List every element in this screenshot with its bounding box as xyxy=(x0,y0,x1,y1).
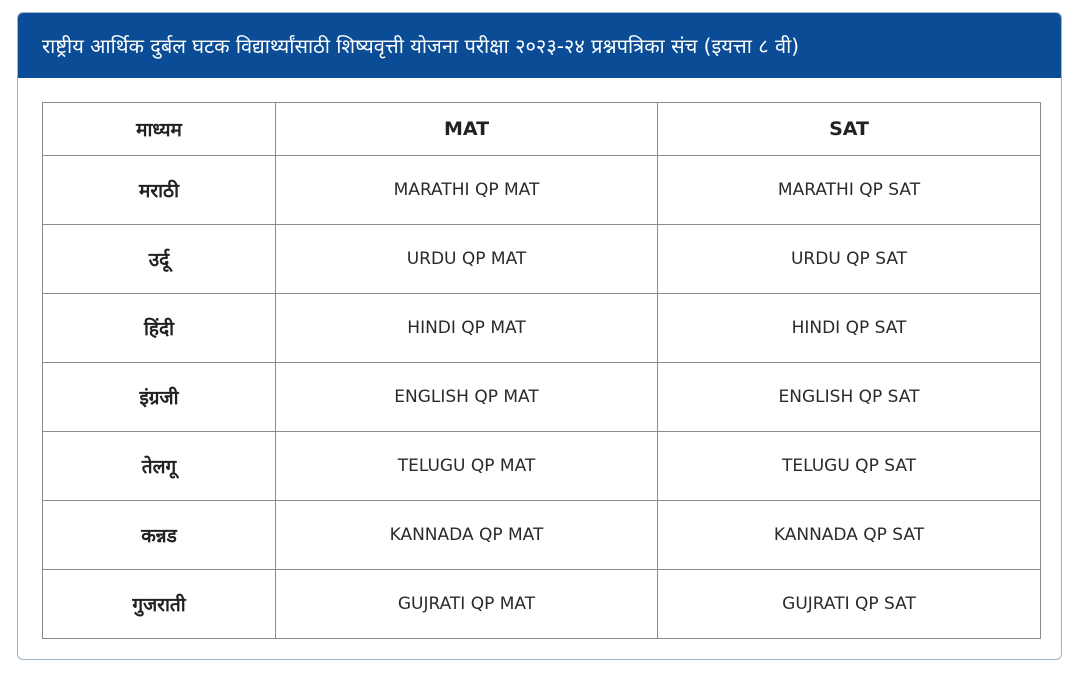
sat-cell xyxy=(658,570,1041,639)
column-header-medium: माध्यम xyxy=(43,103,276,156)
column-header-mat: MAT xyxy=(276,103,658,156)
mat-download-link[interactable]: GUJRATI QP MAT xyxy=(397,594,536,614)
sat-download-link[interactable]: GUJRATI QP SAT xyxy=(782,594,916,614)
medium-cell: कन्नड xyxy=(43,501,276,570)
table-row xyxy=(43,225,1041,294)
table-row xyxy=(43,363,1041,432)
medium-cell: मराठी xyxy=(43,156,276,225)
mat-download-link[interactable]: TELUGU QP MAT xyxy=(397,456,536,476)
sat-cell xyxy=(658,501,1041,570)
sat-cell xyxy=(658,432,1041,501)
sat-download-link[interactable]: TELUGU QP SAT xyxy=(781,456,917,476)
table-header-row xyxy=(43,103,1041,156)
mat-cell xyxy=(276,363,658,432)
mat-download-link[interactable]: KANNADA QP MAT xyxy=(389,525,544,545)
mat-download-link[interactable]: ENGLISH QP MAT xyxy=(394,387,539,407)
table-row xyxy=(43,501,1041,570)
table-row xyxy=(43,432,1041,501)
mat-cell xyxy=(276,156,658,225)
mat-cell xyxy=(276,501,658,570)
table-row xyxy=(43,294,1041,363)
question-paper-table xyxy=(42,102,1041,639)
sat-download-link[interactable]: MARATHI QP SAT xyxy=(777,180,921,200)
mat-cell xyxy=(276,294,658,363)
page-title: राष्ट्रीय आर्थिक दुर्बल घटक विद्यार्थ्यांसाठी शिष्यवृत्ती योजना परीक्षा २०२३-२४ प्रश्नपत्रिका संच (इयत्ता ८ वी) xyxy=(42,34,800,58)
sat-download-link[interactable]: URDU QP SAT xyxy=(790,249,908,269)
medium-cell: हिंदी xyxy=(43,294,276,363)
sat-cell xyxy=(658,294,1041,363)
medium-cell: गुजराती xyxy=(43,570,276,639)
mat-cell xyxy=(276,570,658,639)
medium-cell: इंग्रजी xyxy=(43,363,276,432)
column-header-sat: SAT xyxy=(658,103,1041,156)
question-paper-card xyxy=(17,12,1062,660)
medium-cell: उर्दू xyxy=(43,225,276,294)
mat-download-link[interactable]: MARATHI QP MAT xyxy=(393,180,540,200)
card-header xyxy=(18,13,1061,78)
sat-cell xyxy=(658,156,1041,225)
sat-cell xyxy=(658,363,1041,432)
table-row xyxy=(43,156,1041,225)
mat-cell xyxy=(276,432,658,501)
medium-cell: तेलगू xyxy=(43,432,276,501)
mat-download-link[interactable]: URDU QP MAT xyxy=(406,249,527,269)
sat-cell xyxy=(658,225,1041,294)
sat-download-link[interactable]: ENGLISH QP SAT xyxy=(778,387,920,407)
mat-cell xyxy=(276,225,658,294)
mat-download-link[interactable]: HINDI QP MAT xyxy=(407,318,526,338)
table-row xyxy=(43,570,1041,639)
sat-download-link[interactable]: HINDI QP SAT xyxy=(791,318,907,338)
sat-download-link[interactable]: KANNADA QP SAT xyxy=(773,525,925,545)
